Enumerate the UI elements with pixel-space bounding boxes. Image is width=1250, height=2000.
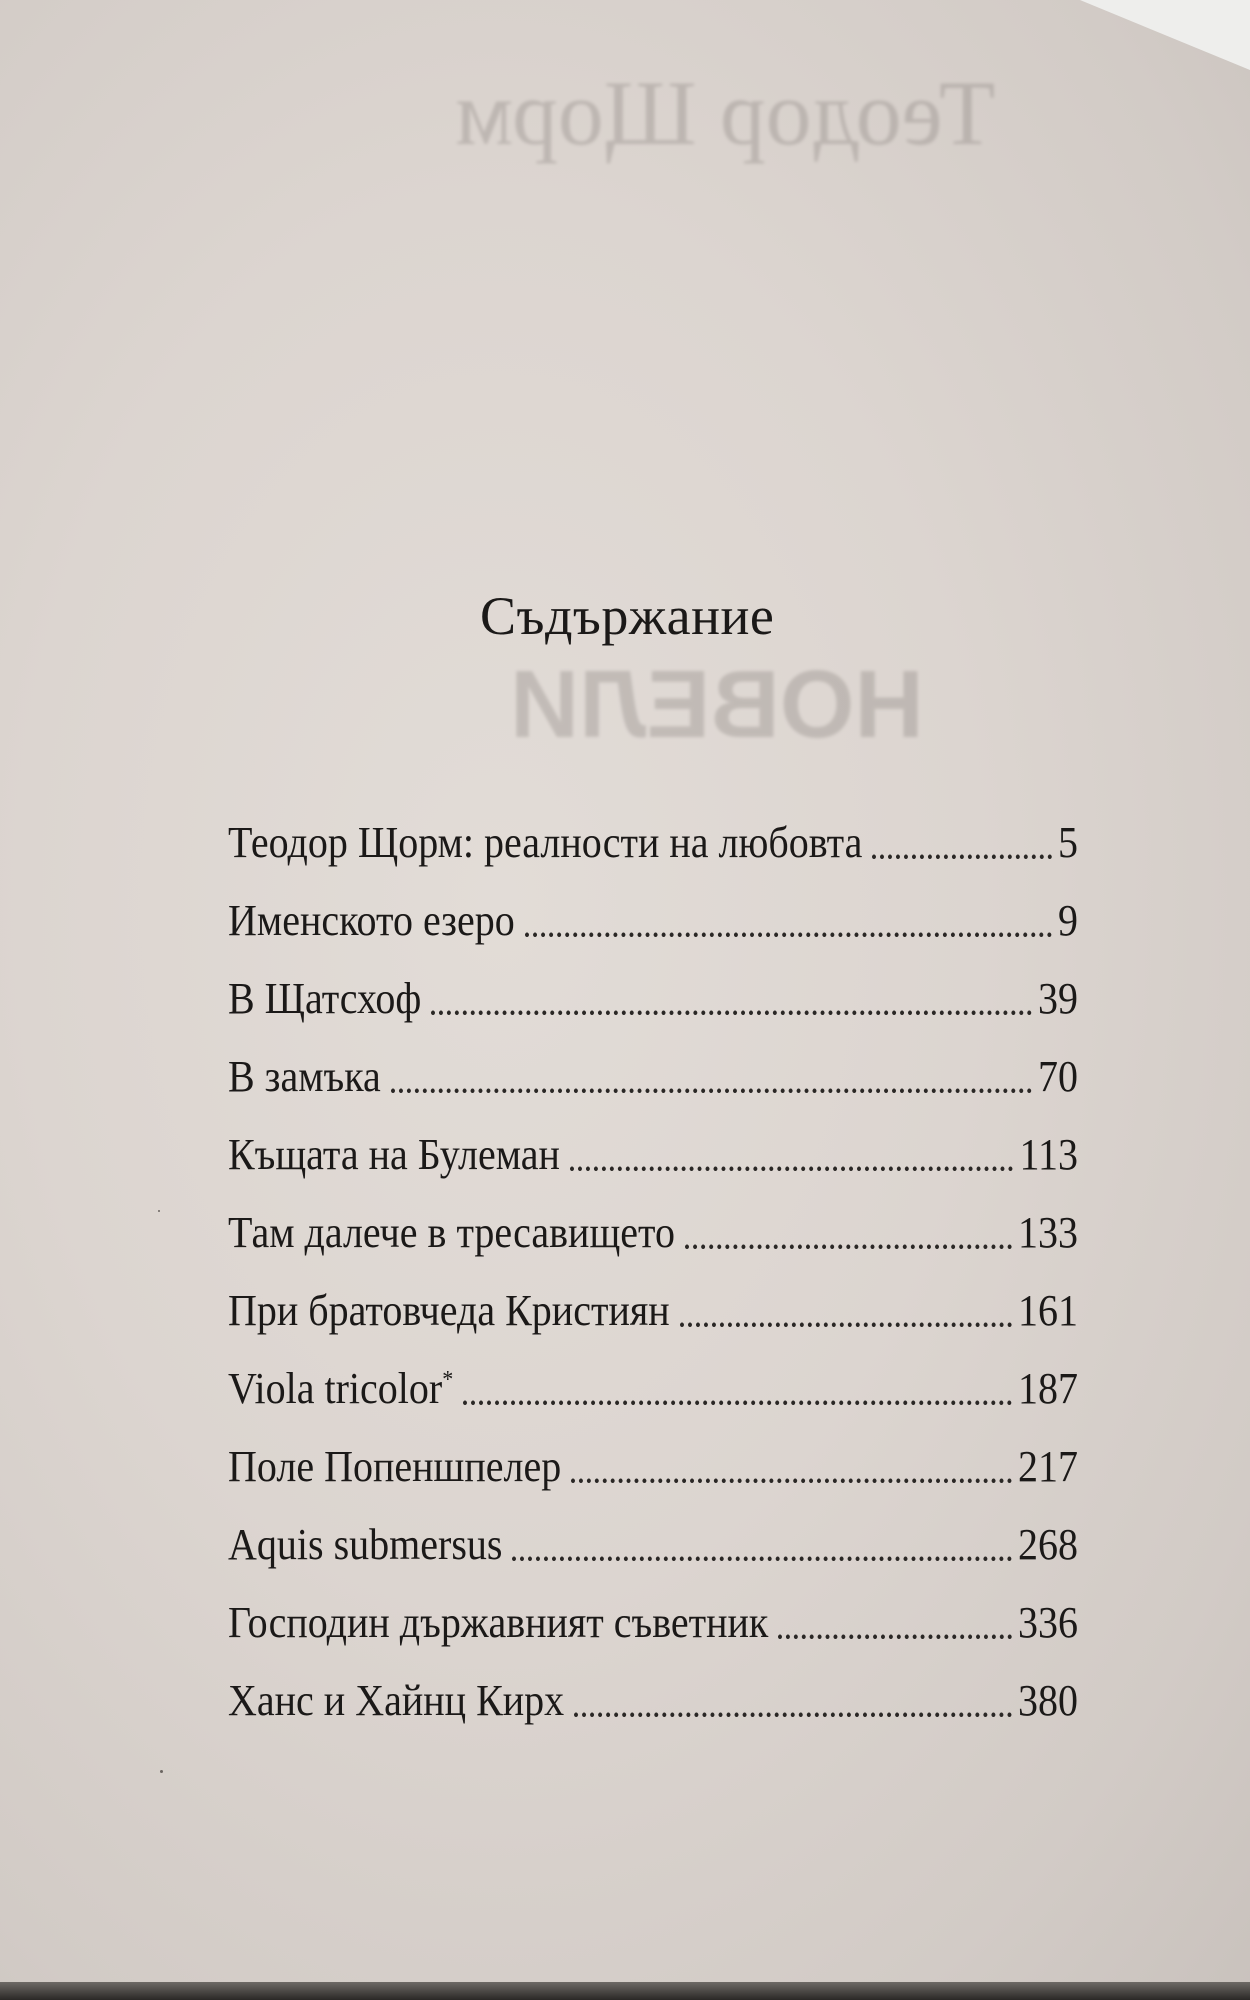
toc-entry-title: В Щатсхоф [228, 972, 422, 1023]
toc-entry-title: Къщата на Булеман [228, 1128, 560, 1179]
toc-entry [228, 1093, 1078, 1180]
book-bottom-edge [0, 1982, 1250, 2000]
bleed-through-genre: НОВЕЛИ [510, 651, 924, 758]
toc-entry [228, 1171, 1078, 1258]
paper-speck [158, 1210, 160, 1212]
toc-entry-page: 70 [1038, 1050, 1078, 1101]
toc-entry-page: 217 [1018, 1440, 1078, 1491]
toc-entry [228, 1249, 1078, 1336]
toc-entry-page: 5 [1058, 816, 1078, 867]
toc-entry [228, 1015, 1078, 1102]
toc-entry-title: Поле Попеншпелер [228, 1440, 562, 1491]
toc-entry [228, 1483, 1078, 1570]
toc-entry-title: Aquis submersus [228, 1518, 503, 1569]
toc-entry-title-text: Viola tricolor [228, 1362, 443, 1413]
toc-entry-page: 113 [1019, 1128, 1078, 1179]
toc-entry-title: Там далече в тресавището [228, 1206, 675, 1257]
toc-entry-title: При братовчеда Кристиян [228, 1284, 670, 1335]
contents-heading: Съдържание [480, 586, 775, 646]
toc-entry [228, 781, 1078, 868]
toc-entry-page: 133 [1018, 1206, 1078, 1257]
toc-entry-title: Господин държавният съветник [228, 1596, 769, 1647]
paper-speck [160, 1770, 163, 1773]
toc-entry [228, 1561, 1078, 1648]
toc-entry-page: 380 [1018, 1674, 1078, 1725]
toc-entry-page: 161 [1018, 1284, 1078, 1335]
toc-entry [228, 1405, 1078, 1492]
page-corner-background [1080, 0, 1250, 70]
toc-entry [228, 937, 1078, 1024]
toc-entry-page: 336 [1018, 1596, 1078, 1647]
toc-entry-page: 9 [1058, 894, 1078, 945]
toc-entry-title: В замъка [228, 1050, 381, 1101]
toc-entry-page: 39 [1038, 972, 1078, 1023]
toc-entry-page: 187 [1018, 1362, 1078, 1413]
toc-entry [228, 1639, 1078, 1726]
table-of-contents [228, 790, 1078, 1726]
toc-entry [228, 1327, 1078, 1414]
bleed-through-author: Теодор Щорм [455, 62, 996, 164]
toc-entry [228, 859, 1078, 946]
toc-entry-page: 268 [1018, 1518, 1078, 1569]
footnote-marker: * [442, 1364, 454, 1393]
toc-entry-title: Теодор Щорм: реалности на любовта [228, 816, 863, 867]
toc-entry-title: Именското езеро [228, 894, 515, 945]
toc-leader-dots [574, 1713, 1012, 1717]
toc-entry-title: Ханс и Хайнц Кирх [228, 1674, 565, 1725]
